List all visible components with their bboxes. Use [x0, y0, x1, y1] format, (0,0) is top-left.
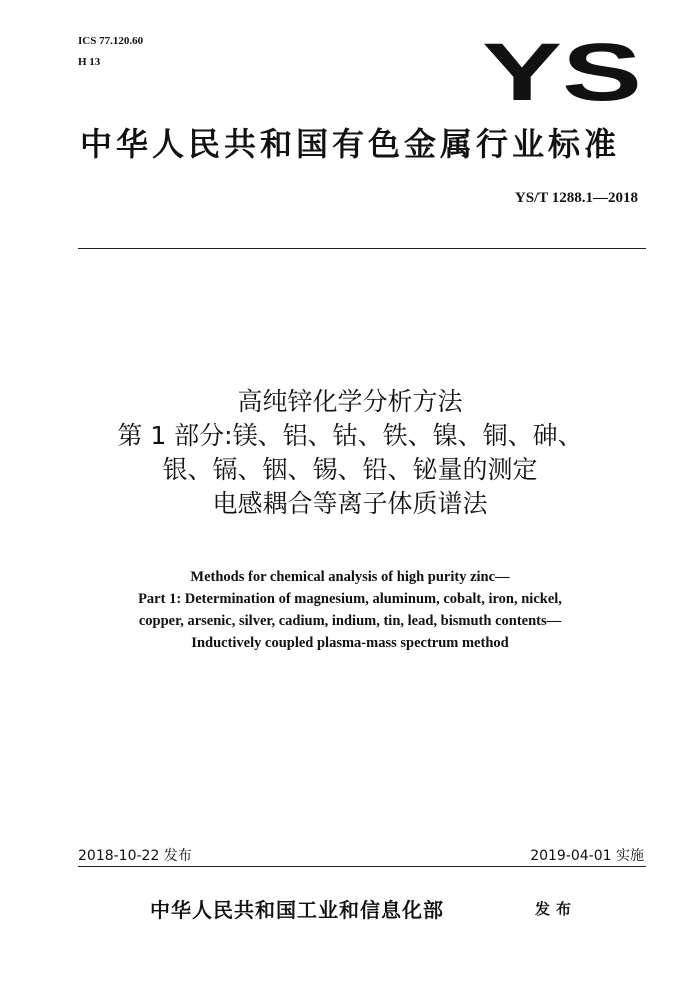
ys-logo [480, 38, 645, 104]
standard-number: YS/T 1288.1—2018 [514, 190, 638, 206]
top-divider [78, 248, 646, 249]
ics-code: ICS 77.120.60 [78, 35, 144, 47]
en-title-line: Methods for chemical analysis of high purity zinc— [190, 569, 510, 585]
classification-codes [78, 31, 143, 73]
publisher-name: 中华人民共和国工业和信息化部 [150, 898, 444, 922]
issue-date: 2018-10-22 发布 [78, 848, 192, 864]
chinese-title [0, 385, 700, 521]
cn-title-line: 电感耦合等离子体质谱法 [212, 489, 488, 518]
cn-title-line: 高纯锌化学分析方法 [237, 387, 463, 416]
logo-text: YS [482, 38, 642, 104]
en-title-line: Part 1: Determination of magnesium, aluminum, cobalt, iron, nickel, [138, 591, 562, 607]
ccs-code: H 13 [78, 56, 101, 68]
en-title-line: copper, arsenic, silver, cadium, indium, tin, lead, bismuth contents— [138, 613, 562, 629]
industry-standard-title: 中华人民共和国有色金属行业标准 [79, 125, 620, 163]
english-title [0, 566, 700, 654]
cn-title-line: 第 1 部分:镁、铝、钴、铁、镍、铜、砷、 [117, 421, 583, 450]
cn-title-line: 银、镉、铟、锡、铅、铋量的测定 [162, 455, 538, 484]
publish-label: 发布 [535, 900, 578, 918]
implementation-date: 2019-04-01 实施 [530, 848, 644, 864]
bottom-divider [78, 866, 646, 867]
en-title-line: Inductively coupled plasma-mass spectrum method [191, 635, 509, 651]
